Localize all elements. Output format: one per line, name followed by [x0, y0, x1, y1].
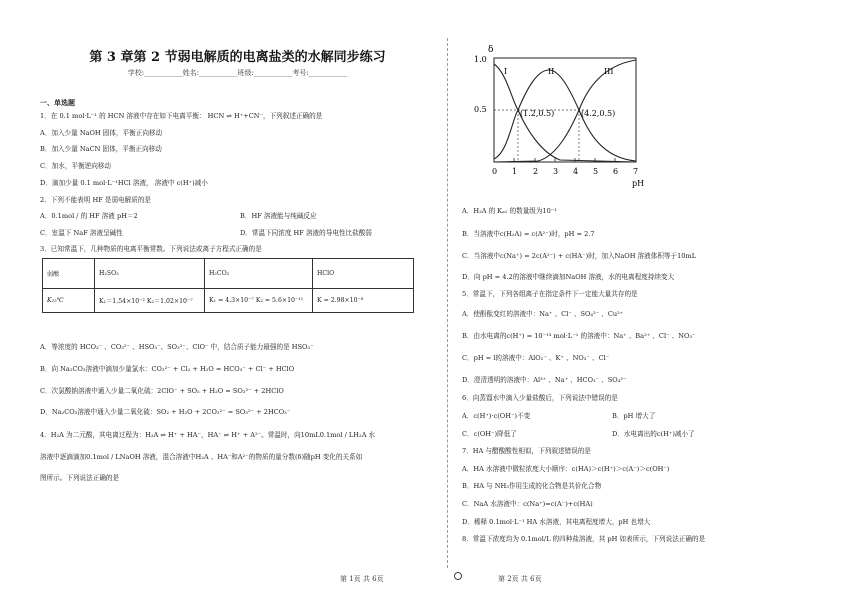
q1-option-c: C．加水，平衡逆向移动: [40, 162, 111, 170]
q1-option-b: B．加入少量 NaCN 固体，平衡正向移动: [40, 145, 162, 153]
q2-stem: 2．下列不能表明 HF 是弱电解质的是: [40, 196, 152, 204]
right-page: [462, 0, 822, 608]
q4-option-d: D．向 pH = 4.2的溶液中继续滴加NaOH 溶液，水的电离程度持续变大: [462, 273, 675, 281]
q6-option-c: C．c(OH⁻)降低了: [462, 430, 517, 438]
table-header-cell: 弱酸: [43, 259, 95, 289]
q6-option-b: B．pH 增大了: [612, 412, 656, 420]
graph-curve-label-3: III: [604, 67, 614, 76]
table-header-cell: H₂SO₃: [95, 259, 205, 289]
q4-stem-line-2: 溶液中逐滴滴加0.1mol / LNaOH 溶液，混合溶液中H₂A 、HA⁻和A²⁻的物质的量分数(δ)随pH 变化的关系如: [40, 453, 363, 461]
q2-option-d: D．常温下同浓度 HF 溶液的导电性比盐酸弱: [240, 229, 372, 237]
graph-x-tick: 6: [613, 167, 619, 176]
q6-option-a: A．c(H⁺)·c(OH⁻)不变: [462, 412, 531, 420]
page-divider: [447, 38, 448, 568]
graph-x-axis-label: pH: [632, 179, 645, 188]
q7-option-d: D．稀释 0.1mol·L⁻¹ HA 水溶液，其电离程度增大，pH 也增大: [462, 518, 651, 526]
graph-x-tick: 0: [492, 167, 498, 176]
q3-option-a: A．等浓度的 HCO₃⁻ 、CO₃²⁻ 、HSO₃⁻、SO₃²⁻、ClO⁻ 中，结合质子能力最强的是 HSO₃⁻: [40, 343, 314, 351]
q7-option-a: A．HA 水溶液中微粒浓度大小顺序：c(HA)＞c(H⁺)＞c(A⁻)＞c(OH⁻): [462, 465, 670, 473]
q7-option-c: C．NaA 水溶液中：c(Na⁺)=c(A⁻)+c(HA): [462, 500, 593, 508]
q6-stem: 6．向蒸馏水中滴入少量盐酸后，下列说法中错误的是: [462, 394, 618, 402]
q1-option-a: A．加入少量 NaOH 固体，平衡正向移动: [40, 129, 163, 137]
q4-option-a: A．H₂A 的 Kₐ₁ 的数量级为10⁻¹: [462, 207, 557, 215]
q4-option-b: B．当溶液中c(H₂A) = c(A²⁻)时，pH = 2.7: [462, 230, 595, 238]
student-info-line: 学校:___________姓名:___________班级:___________考号:___________: [127, 69, 348, 77]
table-row: [43, 259, 414, 289]
speciation-graph: [472, 40, 662, 190]
table-cell: K = 2.98×10⁻⁸: [313, 289, 414, 313]
q4-stem-line-3: 图所示。下列说法正确的是: [40, 474, 120, 482]
q5-option-d: D．澄清透明的溶液中：Al³⁺ 、Na⁺ 、HCO₃⁻ 、SO₄²⁻: [462, 376, 627, 384]
q2-option-c: C．室温下 NaF 溶液呈碱性: [40, 229, 123, 237]
graph-x-tick: 7: [633, 167, 639, 176]
q4-option-c: C．当溶液中c(Na⁺) = 2c(A²⁻) + c(HA⁻)时，加入NaOH 溶液体积等于10mL: [462, 252, 697, 260]
graph-point-label: (1.2,0.5): [520, 109, 555, 118]
q8-stem: 8．常温下浓度均为 0.1mol/L 的四种盐溶液，其 pH 如表所示，下列说法正确的是: [462, 535, 706, 543]
q1-stem: 1．在 0.1 mol·L⁻¹ 的 HCN 溶液中存在如下电离平衡： HCN ⇌ H⁺+CN⁻，下列叙述正确的是: [40, 112, 323, 120]
table-cell: K₁＝1.54×10⁻² K₂＝1.02×10⁻⁷: [95, 289, 205, 313]
q5-option-b: B．由水电离的c(H⁺) = 10⁻¹³ mol·L⁻¹ 的溶液中：Na⁺ 、Ba²⁺ 、Cl⁻ 、NO₃⁻: [462, 332, 696, 340]
q7-option-b: B．HA 与 NH₃作用生成的化合物是共价化合物: [462, 482, 602, 490]
q2-option-a: A．0.1mol / 的 HF 溶液 pH＝2: [40, 212, 138, 220]
left-page: [40, 0, 435, 608]
ionization-constant-table: [42, 258, 414, 313]
q3-stem: 3．已知常温下，几种物质的电离平衡常数。下列说法或离子方程式正确的是: [40, 245, 262, 253]
q1-option-d: D．滴加少量 0.1 mol·L⁻¹HCl 溶液， 溶液中 c(H⁺)减小: [40, 179, 208, 187]
graph-y-tick: 0.5: [474, 105, 487, 114]
graph-curve-label-2: II: [548, 67, 555, 76]
graph-y-tick: 1.0: [474, 55, 487, 64]
table-header-cell: H₂CO₃: [205, 259, 313, 289]
q5-stem: 5．常温下，下列各组离子在指定条件下一定能大量共存的是: [462, 290, 638, 298]
graph-point-label: (4.2,0.5): [581, 109, 616, 118]
graph-curve-label-1: I: [504, 67, 508, 76]
q5-option-a: A．使酚酞变红的溶液中：Na⁺ 、Cl⁻ 、SO₄²⁻ 、Cu²⁺: [462, 310, 624, 318]
graph-x-tick: 1: [512, 167, 518, 176]
table-header-cell: HClO: [313, 259, 414, 289]
q4-stem-line-1: 4．H₂A 为二元酸，其电离过程为：H₂A ⇌ H⁺ + HA⁻，HA⁻ ⇌ H⁺ + A²⁻。常温时，向10mL0.1mol / LH₂A 水: [40, 431, 376, 439]
q2-option-b: B．HF 溶液能与纯碱反应: [240, 212, 317, 220]
q3-option-d: D．Na₂CO₃溶液中通入少量二氧化硫：SO₂ + H₂O + 2CO₃²⁻ = SO₃²⁻ + 2HCO₃⁻: [40, 408, 291, 416]
section-heading: 一、单选题: [40, 98, 75, 107]
graph-x-tick: 3: [553, 167, 559, 176]
q5-option-c: C．pH = l的溶液中：AlO₂⁻ 、K⁺ 、NO₃⁻ 、Cl⁻: [462, 354, 610, 362]
graph-x-tick: 4: [573, 167, 579, 176]
page-number-left: 第 1页 共 6页: [340, 575, 384, 583]
table-row-label: K₂₅℃: [43, 289, 95, 313]
graph-x-tick: 2: [533, 167, 539, 176]
q7-stem: 7．HA 与醋酸酸性相似，下列叙述错误的是: [462, 447, 591, 455]
graph-x-tick: 5: [593, 167, 599, 176]
q3-option-c: C．次氯酸钠溶液中通入少量二氧化硫：2ClO⁻ + SO₂ + H₂O = SO₃²⁻ + 2HClO: [40, 387, 284, 395]
q6-option-d: D．水电离出的c(H⁺)减小了: [612, 430, 695, 438]
q3-option-b: B．向 Na₂CO₃溶液中滴加少量氯水：CO₃²⁻ + Cl₂ + H₂O = HCO₃⁻ + Cl⁻ + HClO: [40, 365, 295, 373]
table-cell: K₁ = 4.3×10⁻⁷ K₂ = 5.6×10⁻¹¹: [205, 289, 313, 313]
graph-y-axis-label: δ: [488, 45, 494, 55]
document-title: 第 3 章第 2 节弱电解质的电离盐类的水解同步练习: [89, 50, 386, 65]
page-number-right: 第 2页 共 6页: [498, 575, 542, 583]
binding-hole-icon: [454, 572, 462, 580]
table-row: [43, 289, 414, 313]
